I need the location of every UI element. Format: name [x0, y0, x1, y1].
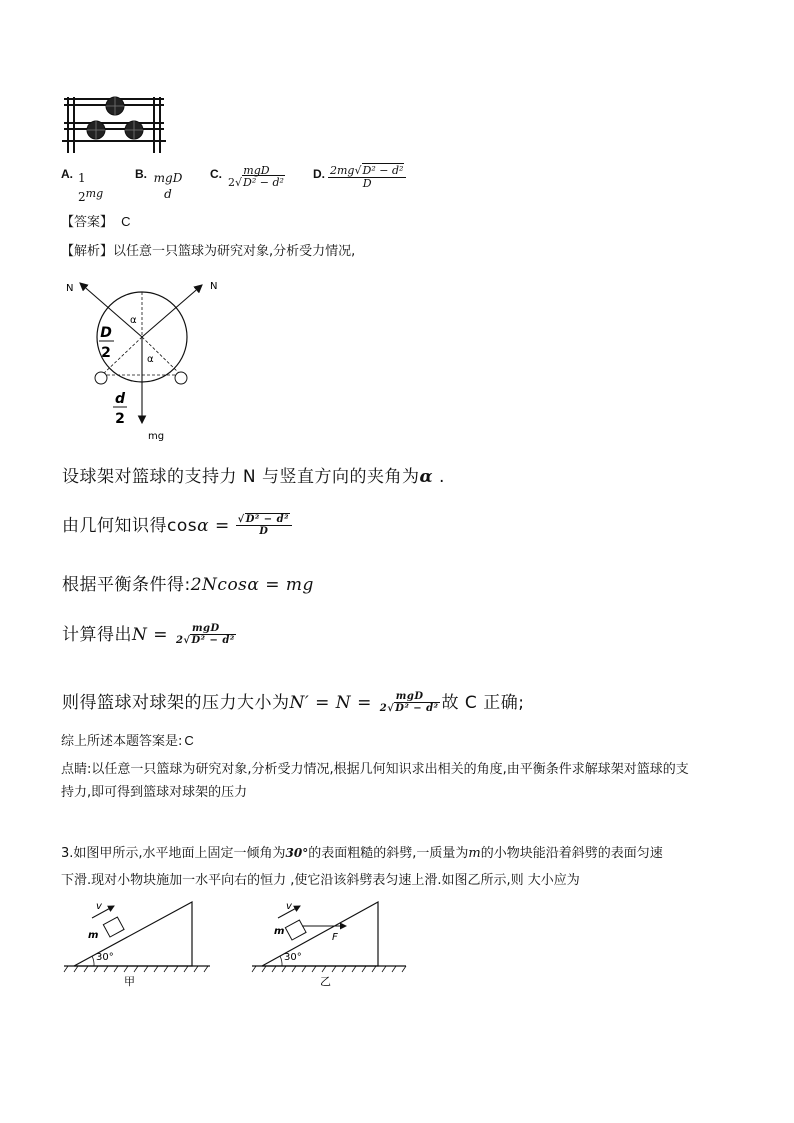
choice-d-num-root: D² − d² [362, 164, 404, 177]
step-3 [62, 570, 314, 595]
step-3-text: 根据平衡条件得: [62, 575, 191, 595]
rail-right [175, 372, 187, 384]
step-2-num: D² − d² [245, 514, 289, 526]
choice-b [135, 163, 147, 182]
step-1 [62, 462, 445, 487]
answer-line [61, 212, 131, 233]
step-4-text: 计算得出 [62, 625, 132, 645]
step-4-den-root: D² − d² [191, 635, 235, 647]
summary-line [61, 731, 194, 752]
answer-value: C [121, 214, 131, 229]
caption-jia: 甲 [124, 975, 135, 988]
angle-label-yi: 30° [284, 952, 302, 963]
incline-figure-jia [60, 896, 220, 988]
choice-c-den-coef: 2 [228, 176, 235, 190]
rail-left [95, 372, 107, 384]
small-d-den: 2 [115, 411, 125, 427]
step-2: 由几何知识得cosα = $\frac{\text{√D² − d²}}{D}$ [62, 511, 292, 538]
comment-line-1: 点睛:以任意一只篮球为研究对象,分析受力情况,根据几何知识求出相关的角度,由平衡条件求解球架对篮球的支 [61, 762, 689, 777]
step-4-eq: = [147, 625, 174, 645]
question-3-line-1 [61, 840, 771, 867]
step-5-den-root: D² − d² [395, 703, 439, 715]
step-5-text: 则得篮球对球架的压力大小为 [62, 693, 290, 713]
step-3-eq: 2Ncosα = mg [190, 575, 314, 595]
analysis-line [61, 242, 355, 262]
question-3-part-a: 3.如图甲所示,水平地面上固定一倾角为 [61, 846, 286, 861]
caption-yi: 乙 [320, 975, 331, 988]
step-1-text: 设球架对篮球的支持力 N 与竖直方向的夹角为 [62, 467, 420, 487]
comment-block [61, 758, 761, 804]
step-5-den-coef: 2 [379, 703, 388, 715]
step-4-num: mgD [191, 623, 220, 635]
choice-b-den: d [164, 187, 172, 201]
big-d-num: D [100, 325, 112, 341]
choice-d-num-coef: 2mg [330, 164, 355, 177]
incline-figure-yi [248, 896, 410, 988]
analysis-text: 以任意一只篮球为研究对象,分析受力情况, [113, 244, 356, 259]
question-3-line-2: 下滑.现对小物块施加一水平向右的恒力 ,使它沿该斜劈表匀速上滑.如图乙所示,则 大小应为 [61, 873, 580, 888]
force-diagram [60, 275, 230, 445]
force-label-yi: F [332, 932, 338, 943]
comment-line-2: 持力,即可得到篮球对球架的压力 [61, 785, 248, 800]
step-1-alpha: α [419, 467, 434, 487]
big-d-den: 2 [101, 345, 111, 361]
choice-a-label: A. [61, 167, 73, 181]
analysis-label: 【解析】 [61, 244, 114, 259]
question-3 [61, 840, 771, 894]
choice-b-num: mgD [153, 171, 183, 185]
choice-d-label: D. [313, 167, 325, 181]
step-5-num: mgD [395, 691, 424, 703]
summary-text: 综上所述本题答案是: [61, 734, 183, 749]
summary-value: C [184, 733, 194, 748]
choice-c-expr: mgD 2√D² − d² [228, 164, 284, 190]
mg-label: mg [148, 431, 165, 442]
choice-a-expr [78, 171, 103, 205]
n-left-label: N [66, 283, 74, 294]
question-3-part-b: 的表面粗糙的斜劈,一质量为 [308, 846, 469, 861]
alpha-bottom-label: α [147, 354, 154, 365]
question-3-part-c: 的小物块能沿着斜劈的表面匀速 [480, 846, 663, 861]
step-5: 则得篮球对球架的压力大小为N′ = N = $\frac{\text{mgD}}{\text{2√D² − d²}}$ 故 C 正确; [62, 691, 525, 715]
choice-b-expr [152, 170, 184, 202]
velocity-label-yi: v [286, 901, 292, 912]
alpha-top-label: α [130, 315, 137, 326]
step-2-den: D [259, 526, 269, 538]
angle-label-jia: 30° [96, 952, 114, 963]
step-4-lhs: N [132, 625, 148, 645]
step-5-lhs: N′ = N = [289, 693, 378, 713]
step-5-end: 故 C 正确; [441, 693, 525, 713]
choice-c [210, 163, 222, 182]
step-1-end: . [433, 467, 445, 487]
choice-a [61, 163, 73, 182]
choice-a-den: 2 [78, 190, 86, 204]
small-d-num: d [114, 391, 126, 407]
choice-d-expr: $\frac{\text{2mg√D² − d²}}{D}$ [328, 165, 406, 191]
choice-c-label: C. [210, 167, 222, 181]
question-3-mass: m [468, 846, 481, 861]
step-2-alpha: α [197, 516, 210, 536]
mass-label-jia: m [88, 930, 99, 941]
choice-c-den-root: D² − d² [243, 176, 284, 190]
choice-a-num: 1 [78, 171, 86, 185]
choice-a-mg: mg [85, 187, 104, 200]
ball-rack-figure [60, 95, 170, 157]
block-jia [103, 917, 124, 937]
choice-d-den: D [362, 177, 372, 191]
step-4: 计算得出N = $\frac{\text{mgD}}{\text{2√D² − d²}}$ [62, 623, 235, 647]
mass-label-yi: m [274, 926, 285, 937]
step-2-eq: = [209, 516, 236, 536]
step-4-den-coef: 2 [175, 635, 184, 647]
choice-c-num: mgD [243, 164, 270, 177]
choice-b-label: B. [135, 167, 147, 181]
step-2-text: 由几何知识得cos [62, 516, 198, 536]
velocity-label-jia: v [96, 901, 102, 912]
choice-d [313, 163, 325, 182]
answer-label: 【答案】 [61, 215, 114, 230]
n-right-label: N [210, 281, 218, 292]
block-yi [285, 920, 306, 940]
question-3-angle: 30° [285, 846, 309, 860]
